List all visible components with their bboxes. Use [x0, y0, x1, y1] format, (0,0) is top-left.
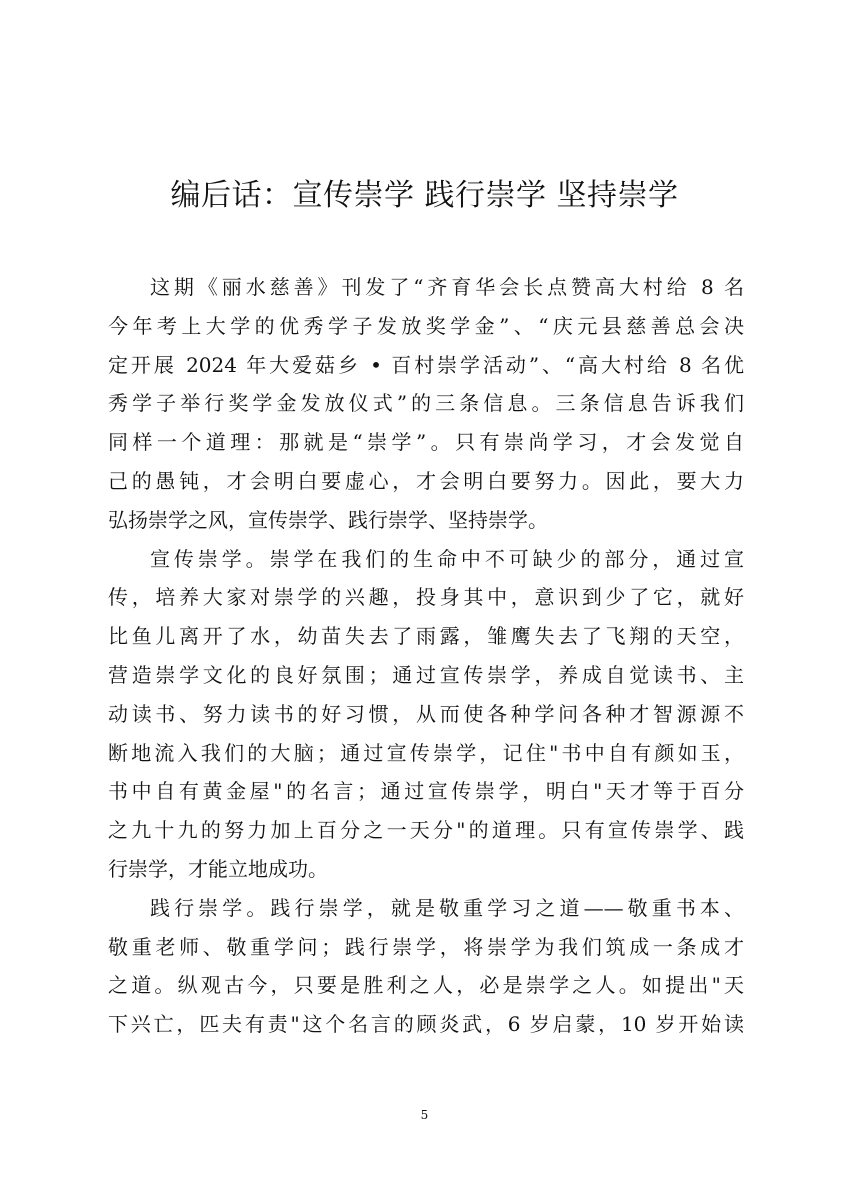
paragraph-1-line-3: 定开展 2024 年大爱菇乡 • 百村崇学活动”、“高大村给 8 名优	[108, 352, 744, 377]
paragraph-2-line-8: 之九十九的努力加上百分之一天分"的道理。只有宣传崇学、践	[108, 818, 744, 843]
paragraph-2-line-7: 书中自有黄金屋"的名言；通过宣传崇学，明白"天才等于百分	[108, 779, 744, 804]
paragraph-3-line-1: 践行崇学。践行崇学，就是敬重学习之道——敬重书本、	[150, 895, 744, 920]
paragraph-2-line-1: 宣传崇学。崇学在我们的生命中不可缺少的部分，通过宣	[150, 546, 744, 571]
paragraph-2-line-3: 比鱼儿离开了水，幼苗失去了雨露，雏鹰失去了飞翔的天空，	[108, 624, 744, 649]
page-number: 5	[420, 1108, 429, 1122]
paragraph-1-line-5: 同样一个道理：那就是“崇学”。只有崇尚学习，才会发觉自	[108, 430, 744, 455]
page-title: 编后话：宣传崇学 践行崇学 坚持崇学	[170, 178, 679, 213]
paragraph-2-line-4: 营造崇学文化的良好氛围；通过宣传崇学，养成自觉读书、主	[108, 662, 744, 687]
paragraph-3-line-4: 下兴亡，匹夫有责"这个名言的顾炎武，6 岁启蒙，10 岁开始读	[108, 1012, 744, 1037]
paragraph-2-line-2: 传，培养大家对崇学的兴趣，投身其中，意识到少了它，就好	[108, 585, 744, 610]
paragraph-1-line-6: 己的愚钝，才会明白要虚心，才会明白要努力。因此，要大力	[108, 468, 744, 493]
article-body	[108, 268, 744, 1044]
paragraph-1-line-4: 秀学子举行奖学金发放仪式”的三条信息。三条信息告诉我们	[108, 391, 744, 416]
paragraph-1-line-1: 这期《丽水慈善》刊发了“齐育华会长点赞高大村给 8 名	[150, 275, 744, 299]
paragraph-2-line-6: 断地流入我们的大脑；通过宣传崇学，记住"书中自有颜如玉，	[108, 740, 744, 765]
paragraph-3-line-2: 敬重老师、敬重学问；践行崇学，将崇学为我们筑成一条成才	[108, 934, 744, 959]
paragraph-1-line-2: 今年考上大学的优秀学子发放奖学金”、“庆元县慈善总会决	[108, 313, 744, 338]
paragraph-2-line-5: 动读书、努力读书的好习惯，从而使各种学问各种才智源源不	[108, 701, 744, 726]
paragraph-2-line-9: 行崇学，才能立地成功。	[108, 856, 328, 881]
paragraph-3-line-3: 之道。纵观古今，只要是胜利之人，必是崇学之人。如提出"天	[108, 973, 744, 998]
paragraph-1-line-7: 弘扬崇学之风，宣传崇学、践行崇学、坚持崇学。	[108, 507, 548, 532]
